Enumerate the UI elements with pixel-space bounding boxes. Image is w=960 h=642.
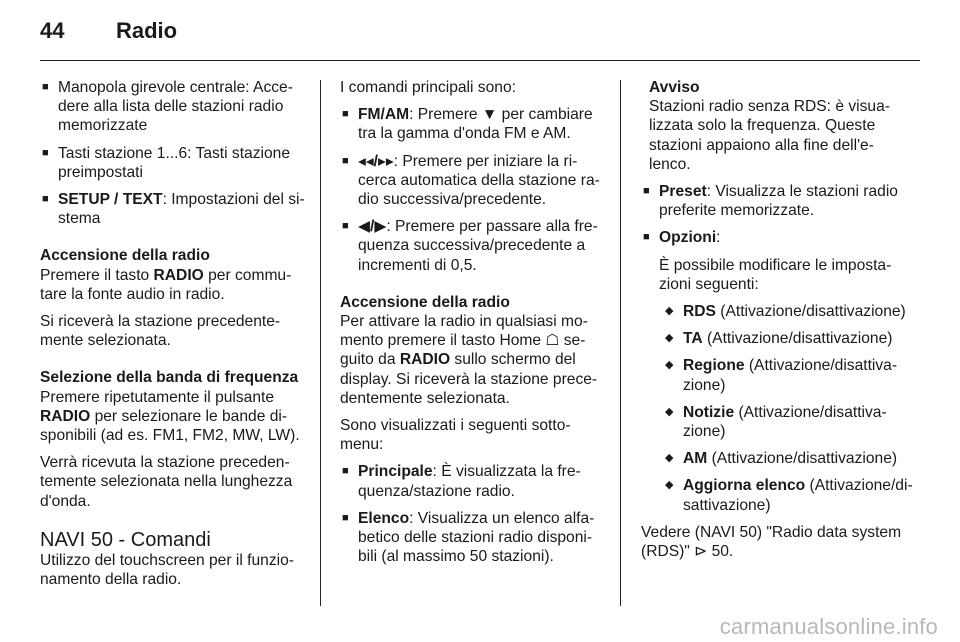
paragraph: È possibile modificare le imposta- zioni seguenti: (659, 256, 892, 293)
sub-list-item: ◆ RDS (Attivazione/disattivazione) (665, 303, 906, 321)
list-item: ■ ◀/▶: Premere per passare alla fre- quenza successiva/precedente a incrementi di 0,5. (342, 218, 598, 274)
seek-arrows-icon: ◂◂/▸▸ (358, 152, 394, 170)
bullet-icon: ■ (342, 220, 349, 233)
list-item: ■ Manopola girevole centrale: Acce- dere alla lista delle stazioni radio memorizzate (42, 79, 293, 135)
list-item: ■ Tasti stazione 1...6: Tasti stazione preimpostati (42, 144, 291, 181)
bullet-icon: ■ (643, 231, 650, 244)
column-2 (340, 78, 606, 574)
list-item: ■ ◂◂/▸▸: Premere per iniziare la ri- cerca automatica della stazione ra- dio successiva/precedente. (342, 152, 600, 209)
section-heading: Accensione della radio (340, 293, 510, 311)
sub-list-item: ◆ Regione (Attivazione/disattiva- zione) (665, 357, 898, 394)
diamond-bullet-icon: ◆ (665, 479, 674, 492)
page-number: 44 (40, 18, 65, 43)
diamond-bullet-icon: ◆ (665, 405, 674, 418)
bullet-icon: ■ (42, 193, 49, 206)
diamond-bullet-icon: ◆ (665, 452, 674, 465)
notice-heading: Avviso (649, 79, 700, 96)
paragraph: I comandi principali sono: (340, 79, 516, 96)
list-item: ■ Elenco: Visualizza un elenco alfa- betico delle stazioni radio disponi- bili (al massimo 50 stazioni). (342, 509, 595, 566)
diamond-bullet-icon: ◆ (665, 332, 674, 345)
column-1 (40, 78, 306, 597)
list-item: ■ FM/AM: Premere ▼ per cambiare tra la gamma d'onda FM e AM. (342, 106, 593, 143)
cross-reference: Vedere (NAVI 50) "Radio data system (RDS)" ⊳ 50. (641, 523, 902, 561)
bullet-icon: ■ (42, 81, 49, 93)
paragraph: Sono visualizzati i seguenti sotto- menu: (340, 417, 571, 454)
paragraph: Premere il tasto RADIO per commu- tare la fonte audio in radio. (40, 266, 292, 303)
bullet-icon: ■ (42, 146, 49, 159)
paragraph: Verrà ricevuta la stazione preceden- temente selezionata nella lunghezza d'onda. (40, 454, 293, 510)
bullet-icon: ■ (342, 511, 349, 524)
bullet-icon: ■ (342, 465, 349, 478)
paragraph: Utilizzo del touchscreen per il funzio- namento della radio. (40, 551, 294, 589)
section-heading-large: NAVI 50 - Comandi (40, 528, 211, 551)
notice-box (641, 78, 913, 174)
column-divider-1 (320, 80, 321, 606)
page-title: Radio (116, 18, 178, 43)
sub-list-item: ◆ AM (Attivazione/disattivazione) (665, 450, 898, 468)
paragraph: Per attivare la radio in qualsiasi mo- mento premere il tasto Home ☖ se- guito da RADIO sullo schermo del display. Si riceverà la stazione prece- dentemente selezionata. (340, 313, 598, 407)
diamond-bullet-icon: ◆ (665, 359, 674, 372)
sub-list-item: ◆ TA (Attivazione/disattivazione) (665, 330, 893, 348)
bullet-icon: ■ (643, 185, 650, 198)
bullet-icon: ■ (342, 108, 349, 121)
diamond-bullet-icon: ◆ (665, 305, 674, 318)
step-arrows-icon: ◀/▶ (358, 218, 387, 236)
notice-text: Stazioni radio senza RDS: è visua- lizzata solo la frequenza. Queste stazioni appaiono alla fine dell'e- lenco. (649, 98, 890, 173)
watermark: carmanualsonline.info (719, 614, 938, 639)
paragraph: Premere ripetutamente il pulsante RADIO per selezionare le bande di- sponibili (ad es. FM1, FM2, MW, LW). (40, 388, 300, 445)
list-item: ■ Opzioni: (643, 229, 721, 247)
list-item: ■ Principale: È visualizzata la fre- quenza/stazione radio. (342, 463, 581, 500)
list-item: ■ Preset: Visualizza le stazioni radio preferite memorizzate. (643, 183, 898, 220)
column-divider-2 (620, 80, 621, 606)
sub-list-item: ◆ Aggiorna elenco (Attivazione/di- sattivazione) (665, 477, 913, 514)
page-header (40, 18, 177, 44)
paragraph: Si riceverà la stazione precedente- mente selezionata. (40, 313, 281, 350)
column-3 (641, 78, 913, 569)
list-item: ■ SETUP / TEXT: Impostazioni del si- stema (42, 191, 305, 228)
section-heading: Selezione della banda di frequenza (40, 369, 299, 387)
header-rule (40, 60, 920, 61)
bullet-icon: ■ (342, 154, 349, 167)
section-heading: Accensione della radio (40, 247, 210, 265)
sub-list-item: ◆ Notizie (Attivazione/disattiva- zione) (665, 403, 887, 441)
